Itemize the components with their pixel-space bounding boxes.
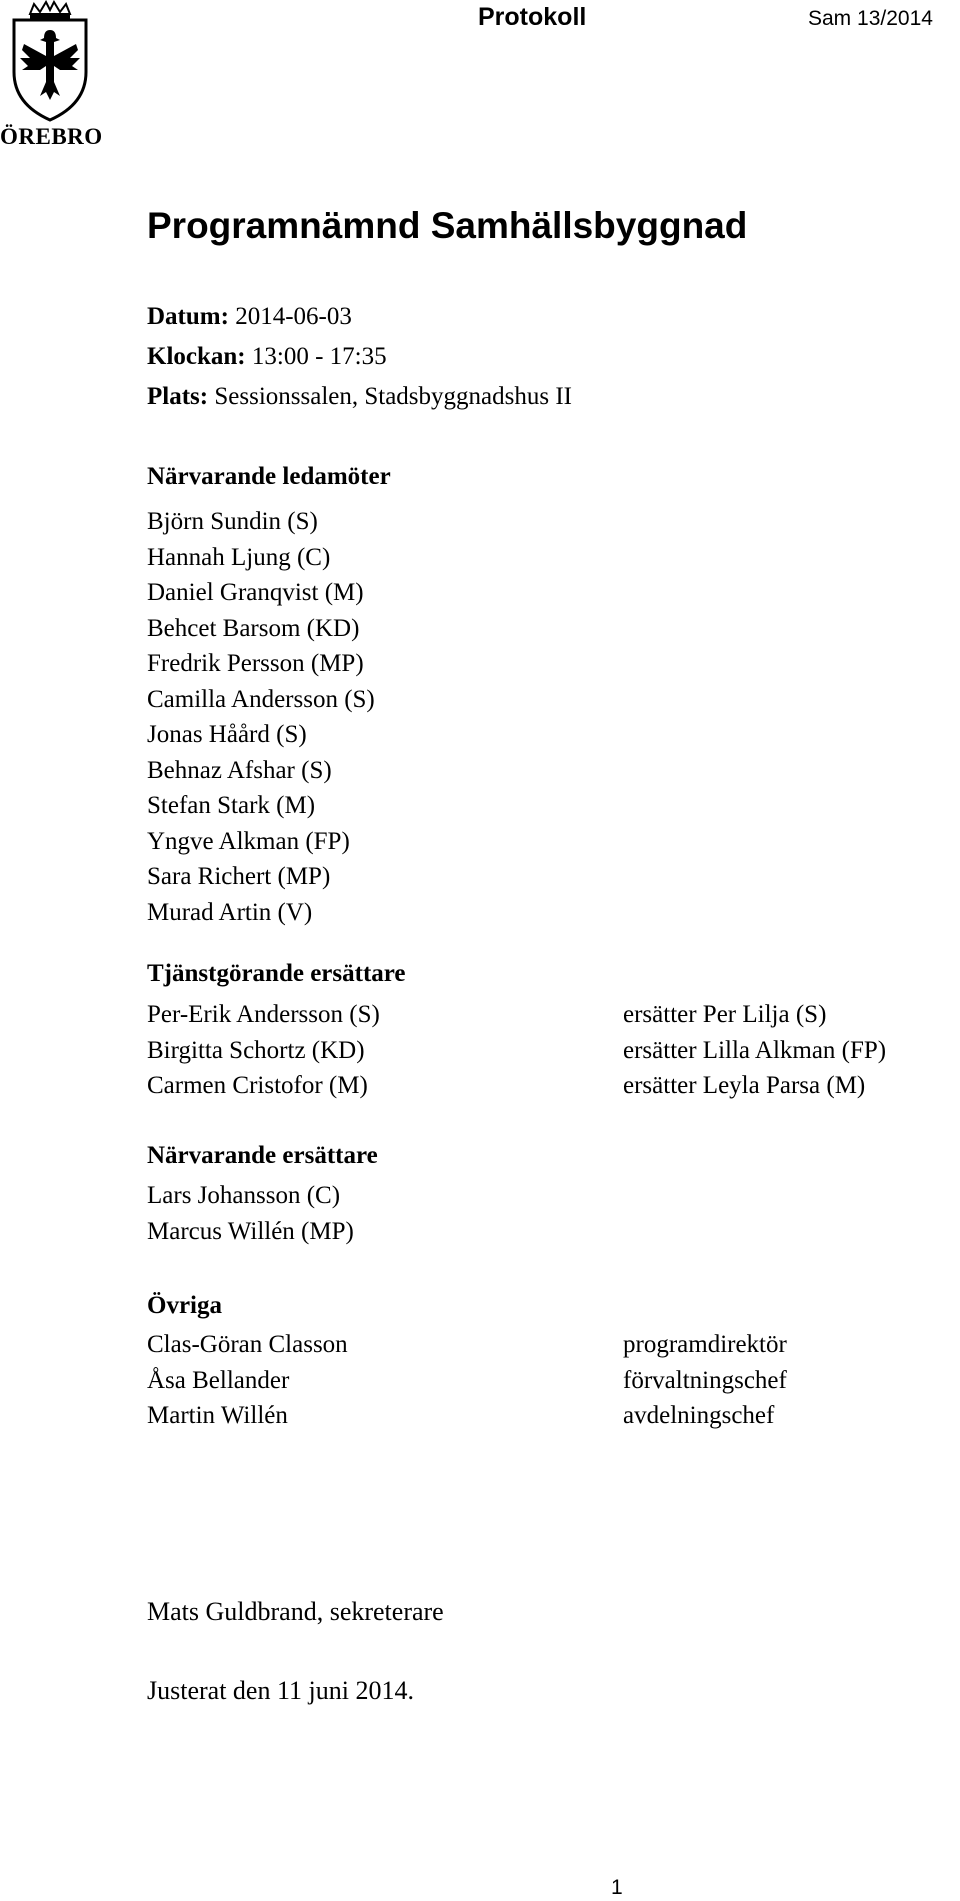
list-item: Fredrik Persson (MP): [147, 650, 364, 677]
logo-wordmark: ÖREBRO: [0, 124, 103, 149]
time-label: Klockan:: [147, 343, 246, 370]
other-name: Clas-Göran Classon: [147, 1331, 348, 1358]
time-value: 13:00 - 17:35: [251, 343, 387, 370]
serving-substitutes-names: [147, 997, 380, 1104]
orebro-logo: [0, 0, 103, 160]
other-role: förvaltningschef: [623, 1366, 787, 1394]
list-item: Hannah Ljung (C): [147, 543, 331, 571]
list-item: Lars Johansson (C): [147, 1182, 341, 1209]
substitute-name: Birgitta Schortz (KD): [147, 1036, 365, 1064]
list-item: Behnaz Afshar (S): [147, 756, 332, 784]
list-item: Jonas Håård (S): [147, 721, 307, 748]
secretary-line: Mats Guldbrand, sekreterare: [147, 1597, 444, 1626]
protocol-label: Protokoll: [478, 3, 587, 31]
present-substitutes-list: [147, 1178, 354, 1249]
substitute-name: Carmen Cristofor (M): [147, 1072, 368, 1099]
substitute-replaces: ersätter Per Lilja (S): [623, 1001, 827, 1028]
substitute-replaces: ersätter Leyla Parsa (M): [623, 1072, 866, 1099]
others-names: [147, 1327, 348, 1434]
list-item: Yngve Alkman (FP): [147, 827, 350, 855]
list-item: Daniel Granqvist (M): [147, 579, 364, 606]
list-item: Marcus Willén (MP): [147, 1217, 354, 1245]
others-heading: Övriga: [147, 1292, 222, 1319]
substitute-name: Per-Erik Andersson (S): [147, 1001, 380, 1028]
other-role: programdirektör: [623, 1331, 787, 1358]
adjusted-line: Justerat den 11 juni 2014.: [147, 1676, 414, 1705]
meeting-time: [147, 343, 387, 371]
place-label: Plats:: [147, 383, 209, 410]
list-item: Camilla Andersson (S): [147, 685, 375, 713]
members-list: [147, 504, 375, 930]
date-label: Datum:: [147, 303, 229, 330]
present-substitutes-heading: Närvarande ersättare: [147, 1142, 378, 1169]
document-title: Programnämnd Samhällsbyggnad: [147, 205, 748, 246]
meeting-place: [147, 383, 572, 411]
eagle-coat-of-arms-icon: [0, 0, 100, 125]
others-roles: [623, 1327, 787, 1434]
members-heading: Närvarande ledamöter: [147, 463, 391, 490]
serving-substitutes-replaces: [623, 997, 886, 1104]
list-item: Murad Artin (V): [147, 898, 313, 926]
list-item: Björn Sundin (S): [147, 508, 318, 535]
other-name: Åsa Bellander: [147, 1366, 290, 1394]
meeting-date: [147, 303, 352, 331]
protocol-reference: Sam 13/2014: [808, 7, 933, 30]
serving-substitutes-heading: Tjänstgörande ersättare: [147, 960, 406, 987]
other-role: avdelningschef: [623, 1402, 775, 1429]
page-number: 1: [611, 1876, 623, 1899]
list-item: Sara Richert (MP): [147, 863, 331, 890]
date-value: 2014-06-03: [235, 303, 352, 330]
substitute-replaces: ersätter Lilla Alkman (FP): [623, 1036, 887, 1064]
list-item: Stefan Stark (M): [147, 792, 316, 819]
place-value: Sessionssalen, Stadsbyggnadshus II: [214, 383, 572, 410]
other-name: Martin Willén: [147, 1402, 288, 1429]
list-item: Behcet Barsom (KD): [147, 614, 360, 642]
